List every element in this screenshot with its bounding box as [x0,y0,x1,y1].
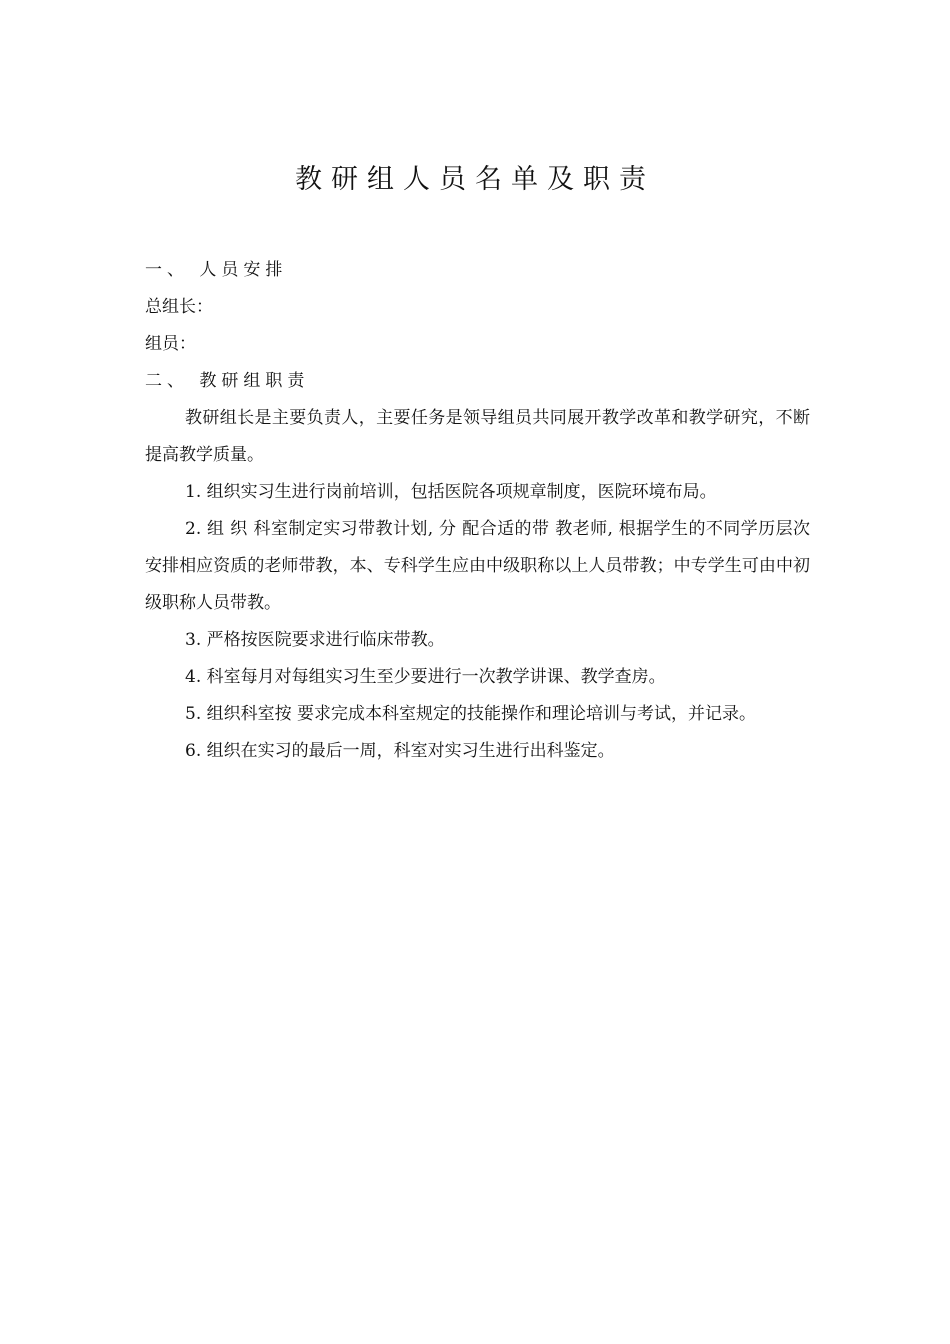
section-heading-staffing: 一、 人员安排 [145,260,288,280]
duty-item-5: 5. 组织科室按 要求完成本科室规定的技能操作和理论培训与考试，并记录。 [185,704,757,724]
section-heading-duties: 二、 教研组职责 [145,371,310,391]
duty-item-4: 4. 科室每月对每组实习生至少要进行一次教学讲课、教学查房。 [185,667,666,687]
document-title: 教研组人员名单及职责 [295,164,655,195]
duty-item-1: 1. 组织实习生进行岗前培训，包括医院各项规章制度，医院环境布局。 [185,482,717,502]
duty-item-3: 3. 严格按医院要求进行临床带教。 [185,630,445,650]
duty-item-6: 6. 组织在实习的最后一周，科室对实习生进行出科鉴定。 [185,741,615,761]
document-body [145,252,810,770]
members-label: 组员： [145,334,196,354]
duty-item-2: 2. 组 织 科室制定实习带教计划, 分 配合适的带 教老师, 根据学生的不同学历层次安排相应资质的老师带教，本、专科学生应由中级职称以上人员带教；中专学生可由中初级职称人员带教。 [145,519,810,613]
duties-intro-paragraph: 教研组长是主要负责人，主要任务是领导组员共同展开教学改革和教学研究，不断提高教学质量。 [145,408,810,465]
leader-label: 总组长： [145,297,213,317]
